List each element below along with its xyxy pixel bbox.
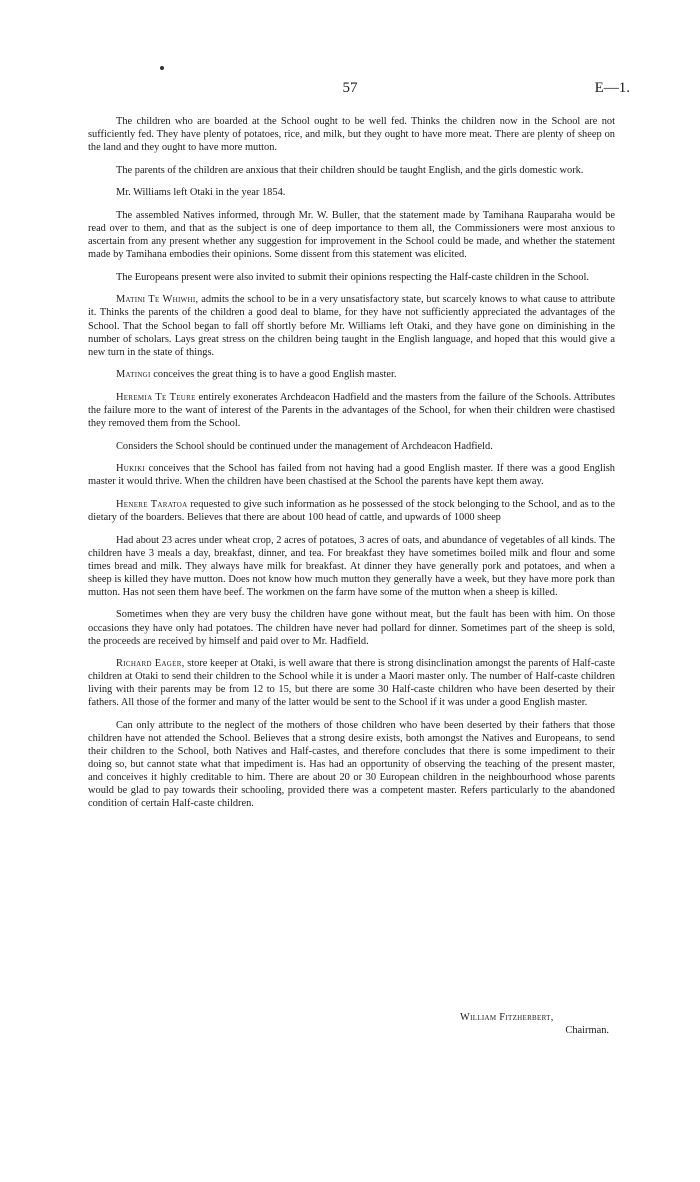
paragraph: Hukiki conceives that the School has failed from not having had a good English master. If there was a good English master it would thrive. When the children have been chastised at the School the parents have kept them away. (88, 463, 615, 488)
paragraph: The children who are boarded at the School ought to be well fed. Thinks the children now in the School are not sufficiently fed. They have plenty of potatoes, rice, and milk, but they ought to have more meat. There are plenty of sheep on the land and they ought to have more mutton. (88, 116, 615, 154)
paragraph: The parents of the children are anxious that their children should be taught English, and the girls domestic work. (116, 164, 584, 176)
signature-block (440, 1011, 615, 1037)
paragraph: Henere Taratoa requested to give such information as he possessed of the stock belonging to the School, and as to the dietary of the boarders. Believes that there are about 100 head of cattle, and upwards of 1000 sheep (88, 498, 615, 524)
signatory-title: Chairman. (565, 1025, 609, 1036)
paragraph: The Europeans present were also invited to submit their opinions respecting the Half-caste children in the School. (116, 271, 589, 283)
speaker-name: Matingi (116, 369, 151, 381)
paragraph: Richard Eager, store keeper at Otaki, is well aware that there is strong disinclination amongst the parents of Half-caste children at Otaki to send their children to the School while it is under a Maori master only. The number of Half-caste children living with their parents may be from 12 to 15, but there are some 30 Half-caste children who have been deserted by their fathers. All those of the former and many of the latter would be sent to the School if it was under a good English master. (88, 658, 615, 709)
signatory-name: William Fitzherbert, (460, 1012, 554, 1023)
paragraph: Considers the School should be continued under the management of Archdeacon Hadfield. (116, 440, 493, 452)
speaker-name: Heremia Te Teure (116, 391, 196, 403)
paragraph: Sometimes when they are very busy the children have gone without meat, but the fault has been with him. On those occasions they have only had potatoes. The children have never had pollard for dinner. Sometimes part of the sheep is sold, the proceeds are received by himself and paid over to Mr. Hadfield. (88, 609, 615, 647)
speaker-name: Richard Eager, (116, 658, 185, 670)
page-number: 57 (342, 80, 358, 96)
speaker-name: Henere Taratoa (116, 498, 188, 510)
speaker-name: Hukiki (116, 463, 146, 475)
paragraph: Matini Te Whiwhi, admits the school to be in a very unsatisfactory state, but scarcely knows to what cause to attribute it. Thinks the parents of the children a good deal to blame, for they have not sufficiently appreciated the advantages of the School. That the School began to fall off shortly before Mr. Williams left Otaki, and they have gone on diminishing in the number of scholars. Lays great stress on the children being taught in the English language, and hoped that this would give a new turn in the state of things. (88, 294, 616, 358)
ink-mark (160, 66, 164, 70)
paragraph: Heremia Te Teure entirely exonerates Archdeacon Hadfield and the masters from the failure of the Schools. Attributes the failure more to the want of interest of the Parents in the advantages of the School, for when their children were chastised they removed them from the School. (88, 391, 615, 429)
paragraph: Matingi conceives the great thing is to have a good English master. (116, 369, 397, 381)
paragraph: Had about 23 acres under wheat crop, 2 acres of potatoes, 3 acres of oats, and abundance of vegetables of all kinds. The children have 3 meals a day, breakfast, dinner, and tea. For breakfast they have sometimes boiled milk and flour and some times bread and milk. They always have milk for breakfast. At dinner they have generally pork and potatoes, and when a sheep is killed they have mutton. Does not know how much mutton they generally have a week, but they have more pork than mutton. Has not seen them have beef. The workmen on the farm have some of the mutton when a sheep is killed. (88, 534, 615, 598)
speaker-name: Matini Te Whiwhi, (116, 294, 199, 306)
body-text (88, 115, 615, 820)
paragraph: Can only attribute to the neglect of the mothers of those children who have been deserted by their fathers that those children have not attended the School. Believes that a strong desire exists, both amongst the Natives and Europeans, to send their children to the School, both Natives and Half-castes, and therefore concludes that there is some impediment to their doing so, but cannot state what that impediment is. Has had an opportunity of observing the teaching of the present master, and conceives it highly creditable to him. There are about 20 or 30 European children in the neighbourhood whose parents would be glad to pay towards their schooling, provided there was a competent master. Refers particularly to the abandoned condition of certain Half-caste children. (88, 720, 615, 810)
series-number: E—1. (594, 80, 630, 96)
paragraph: Mr. Williams left Otaki in the year 1854. (116, 187, 286, 199)
paragraph: The assembled Natives informed, through Mr. W. Buller, that the statement made by Tamihana Rauparaha would be read over to them, and that as the subject is one of deep importance to them all, the Commissioners were most anxious to ascertain from any present whether any suggestion for improvement in the School could be made, and whether the statement made by Tamihana embodies their opinions. Some dissent from this statement was elicited. (88, 210, 615, 261)
